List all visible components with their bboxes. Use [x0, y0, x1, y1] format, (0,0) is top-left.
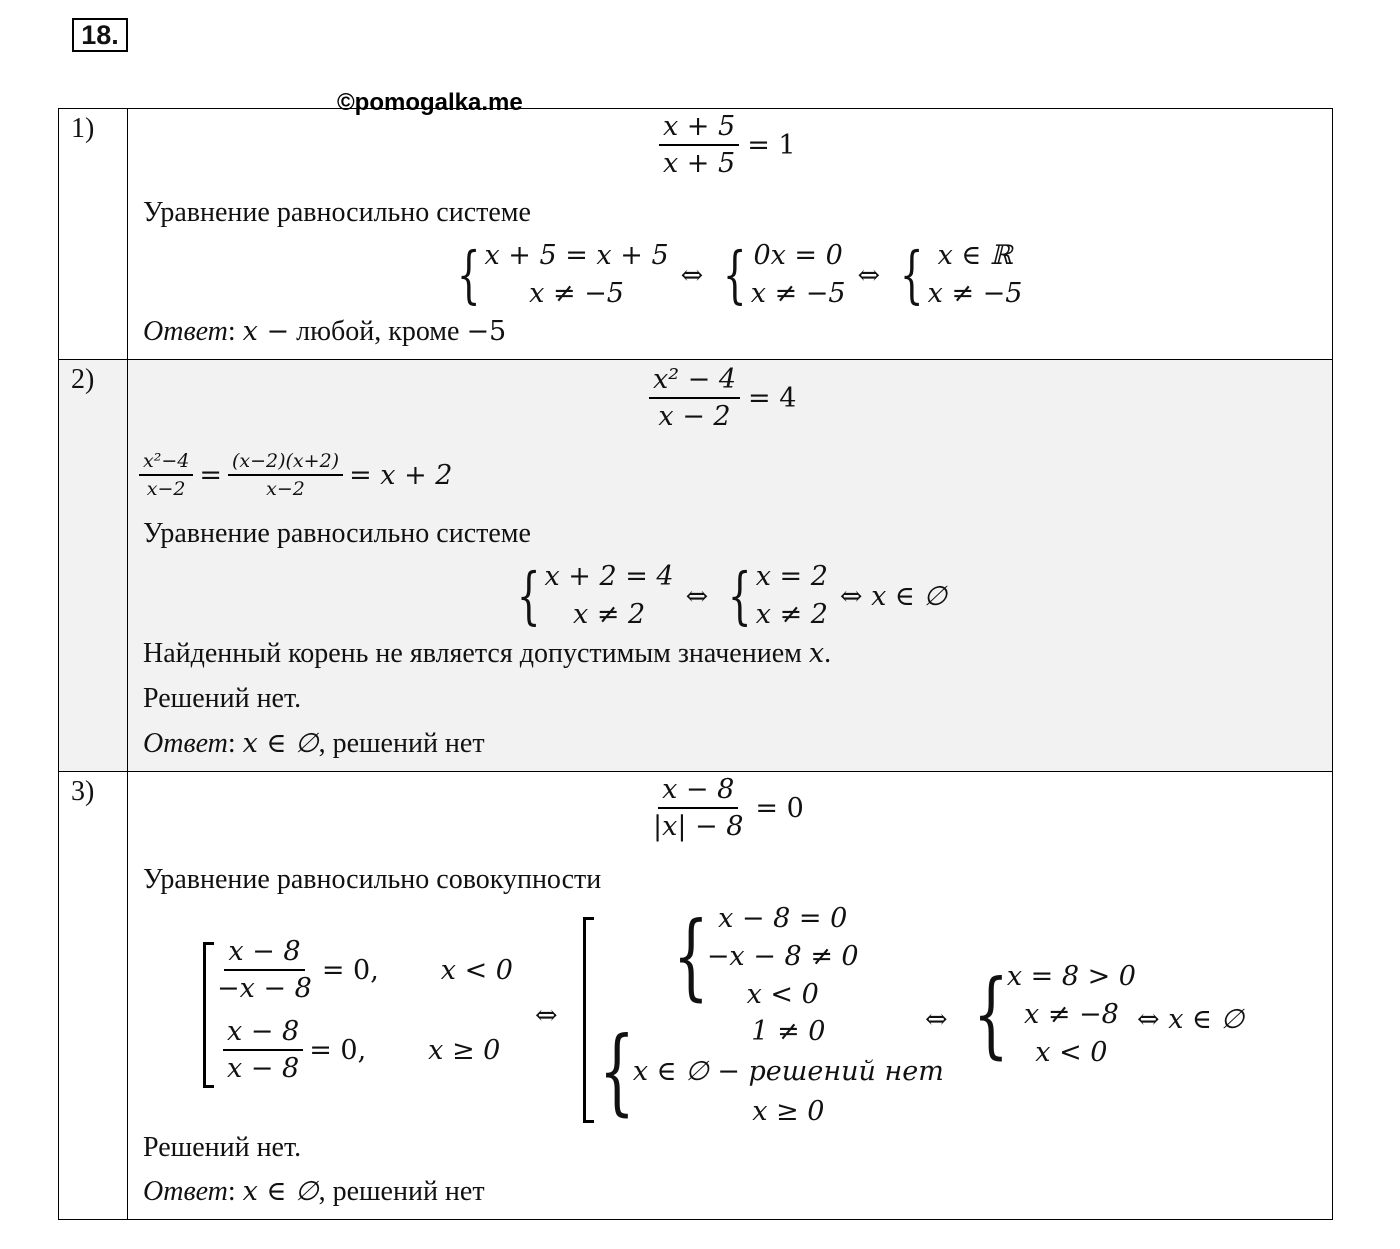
rhs: = 4: [748, 382, 797, 414]
main-equation: [659, 111, 796, 179]
note: [143, 638, 831, 670]
condition: x ≥ 0: [428, 1034, 501, 1066]
conclusion: Решений нет.: [143, 683, 302, 714]
main-equation: [649, 774, 804, 842]
numerator: x + 5: [659, 111, 739, 146]
system-line: −x − 8 ≠ 0: [706, 941, 859, 972]
rhs: = 0: [755, 792, 804, 824]
row-2: [59, 359, 1332, 771]
colon: :: [227, 1176, 243, 1207]
fraction: [228, 450, 343, 500]
system: [928, 237, 1023, 313]
system-line: x < 0: [746, 979, 819, 1010]
denominator: −x − 8: [217, 973, 312, 1004]
equivalence-symbol: ⇔: [925, 1004, 948, 1035]
rhs: = x + 2: [349, 459, 453, 491]
colon: :: [227, 316, 243, 347]
answer-label: Ответ: [143, 728, 228, 759]
note-text: Найденный корень не является допустимым значением: [143, 638, 809, 669]
row-content: [129, 109, 1332, 359]
system-line: x + 2 = 4: [544, 561, 674, 592]
row-1: [59, 109, 1332, 359]
left-brace: {: [723, 238, 747, 311]
main-equation: [649, 364, 796, 432]
system-3: [961, 958, 1136, 1072]
conclusion: Решений нет.: [143, 1132, 302, 1163]
answer-text: , решений нет: [318, 728, 485, 759]
system-chain: [449, 237, 1022, 313]
denominator: x − 2: [658, 401, 731, 432]
equivalence-symbol: ⇔: [535, 1000, 558, 1031]
equivalence-symbol: ⇔: [857, 259, 881, 291]
system-line: x + 5 = x + 5: [484, 240, 669, 271]
numerator: x² − 4: [649, 364, 740, 399]
system: [751, 237, 846, 313]
system: [756, 558, 828, 634]
system-line: x ≥ 0: [752, 1096, 825, 1127]
numerator: x²−4: [139, 450, 193, 476]
numerator: x − 8: [224, 936, 304, 971]
system-line: x < 0: [1035, 1037, 1108, 1068]
system-line: x = 8 > 0: [1006, 961, 1136, 992]
denominator: |x| − 8: [653, 811, 744, 842]
equivalence-result: ⇔ x ∈ ∅: [839, 580, 948, 612]
left-brace: {: [516, 559, 541, 632]
system: [633, 1012, 944, 1132]
left-brace: {: [598, 1017, 635, 1126]
system-line: x ≠ −5: [529, 278, 624, 309]
rhs: = 1: [747, 129, 796, 161]
rhs: = 0,: [309, 1034, 367, 1066]
left-brace: {: [456, 238, 481, 311]
condition: x < 0: [440, 954, 513, 986]
answer-text: любой, кроме: [289, 316, 467, 347]
system-line: 0x = 0: [753, 240, 843, 271]
answer-label: Ответ: [143, 316, 228, 347]
system: [484, 237, 668, 313]
equals-sign: =: [199, 459, 222, 491]
collection-line-b: [223, 1016, 500, 1084]
solution-table: [58, 108, 1333, 1220]
numerator: (x−2)(x+2): [228, 450, 343, 476]
denominator: x − 8: [227, 1053, 300, 1084]
fraction: [649, 364, 740, 432]
row-3: [59, 771, 1332, 1219]
row-content: [129, 772, 1332, 1219]
system-line: x ≠ −5: [750, 278, 846, 309]
equivalence-symbol: ⇔: [680, 259, 704, 291]
task-number: 18.: [72, 18, 128, 52]
collection-line-a: [213, 936, 513, 1004]
fraction: [649, 774, 747, 842]
row-content: [129, 360, 1332, 771]
left-brace: {: [728, 559, 752, 632]
fraction: [213, 936, 316, 1004]
left-brace: {: [672, 902, 709, 1011]
statement: Уравнение равносильно системе: [143, 518, 531, 549]
denominator: x−2: [266, 478, 305, 500]
colon: :: [227, 728, 243, 759]
note-variable: x: [808, 638, 825, 669]
equivalence-symbol: ⇔: [685, 580, 709, 612]
system-1: [661, 900, 859, 1014]
note-end: .: [824, 638, 832, 669]
system-chain: [509, 558, 947, 634]
system-2: [587, 1012, 944, 1132]
answer-math: x −: [242, 316, 290, 347]
row-label: 1): [59, 109, 128, 359]
system-line: 1 ≠ 0: [751, 1016, 826, 1047]
answer: [143, 728, 485, 760]
numerator: x − 8: [223, 1016, 303, 1051]
system-line: x ≠ 2: [755, 599, 828, 630]
row-label: 3): [59, 772, 128, 1219]
system: [707, 900, 859, 1014]
answer: [143, 316, 506, 348]
answer-text: , решений нет: [318, 1176, 485, 1207]
fraction: [223, 1016, 303, 1084]
statement: Уравнение равносильно совокупности: [143, 864, 602, 895]
system-line: x ≠ −8: [1023, 999, 1119, 1030]
answer-label: Ответ: [143, 1176, 228, 1207]
answer: [143, 1176, 485, 1208]
numerator: x − 8: [658, 774, 738, 809]
equivalence-result: ⇔ x ∈ ∅: [1137, 1004, 1245, 1035]
system: [544, 558, 673, 634]
simplification: [139, 450, 452, 500]
answer-math: x ∈ ∅: [242, 1176, 319, 1207]
system: [1007, 958, 1136, 1072]
left-brace: {: [972, 960, 1009, 1069]
denominator: x−2: [146, 478, 186, 500]
denominator: x + 5: [663, 148, 736, 179]
left-brace: {: [900, 238, 924, 311]
system-line: x ≠ −5: [927, 278, 1023, 309]
fraction: [139, 450, 193, 500]
system-line: x − 8 = 0: [718, 903, 848, 934]
system-line: x = 2: [755, 561, 828, 592]
rhs: = 0,: [321, 954, 379, 986]
watermark: ©pomogalka.me: [337, 89, 523, 116]
fraction: [659, 111, 739, 179]
system-line: x ∈ ∅ − решений нет: [632, 1056, 944, 1087]
statement: Уравнение равносильно системе: [143, 197, 531, 228]
row-label: 2): [59, 360, 128, 771]
answer-value: −5: [466, 316, 507, 347]
system-line: x ∈ ℝ: [937, 240, 1013, 271]
system-line: x ≠ 2: [572, 599, 646, 630]
answer-math: x ∈ ∅: [242, 728, 319, 759]
